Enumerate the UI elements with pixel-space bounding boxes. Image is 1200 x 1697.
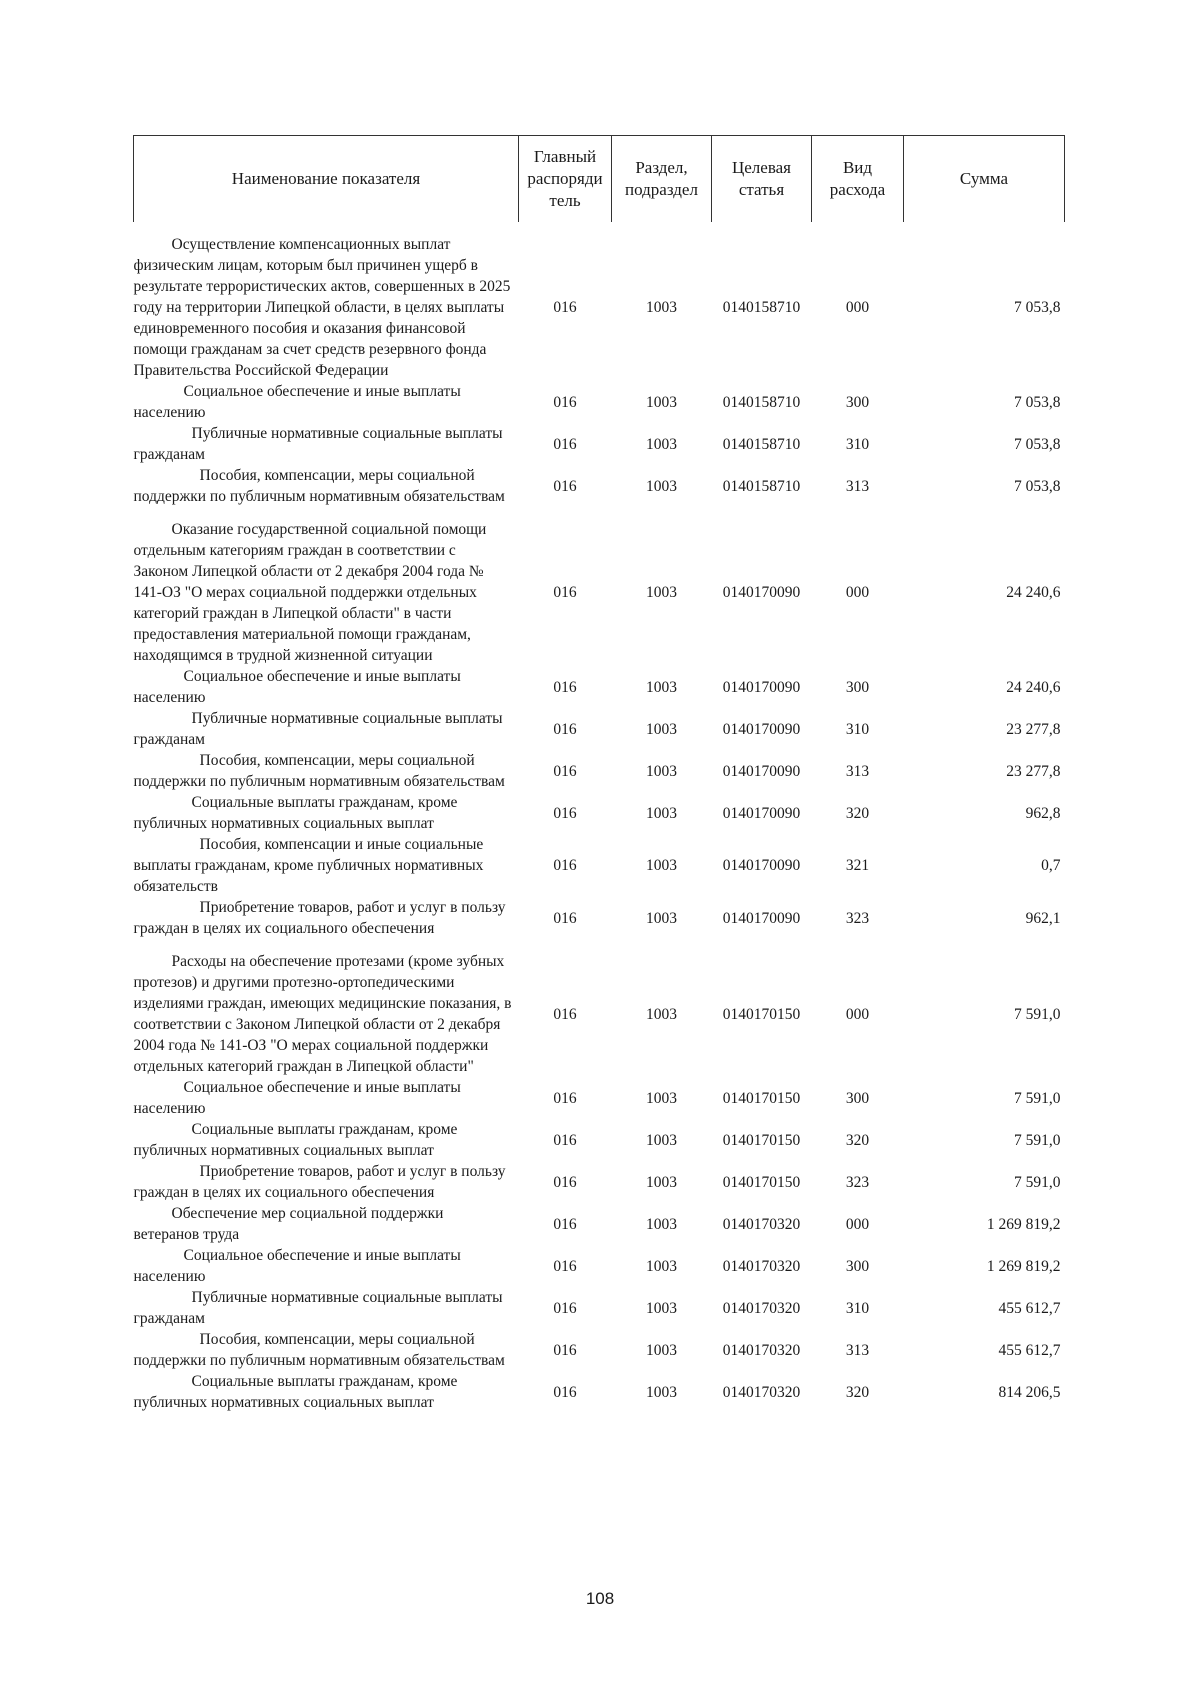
row-name — [134, 666, 519, 708]
row-type: 313 — [845, 1341, 870, 1359]
table-row — [134, 750, 1065, 792]
row-admin: 016 — [553, 678, 577, 696]
row-type: 000 — [845, 584, 870, 601]
row-name-text: Социальное обеспечение и иные выплаты населению — [133, 1079, 461, 1117]
row-admin: 016 — [553, 1173, 577, 1191]
row-section: 1003 — [646, 1173, 677, 1191]
row-admin: 016 — [553, 1257, 577, 1275]
row-target: 0140170320 — [722, 1341, 801, 1359]
header-admin: Главный распоряди тель — [519, 136, 612, 223]
row-name-text: Социальное обеспечение и иные выплаты населению — [133, 668, 461, 706]
header-section: Раздел, подраздел — [612, 136, 712, 223]
table-row — [134, 834, 1065, 897]
table-row — [134, 1119, 1065, 1161]
row-target: 0140170090 — [722, 804, 801, 822]
table-row — [134, 381, 1065, 423]
row-name-text: Социальное обеспечение и иные выплаты населению — [133, 383, 461, 421]
row-sum: 962,8 — [1025, 804, 1061, 822]
row-admin: 016 — [553, 299, 577, 316]
row-type: 320 — [845, 1131, 870, 1149]
row-type: 313 — [845, 762, 870, 780]
row-admin: 016 — [553, 909, 577, 927]
row-type: 300 — [845, 678, 870, 696]
table-row — [134, 465, 1065, 507]
table-row — [134, 1287, 1065, 1329]
table-row — [134, 507, 1065, 666]
row-sum: 1 269 819,2 — [986, 1215, 1061, 1233]
row-name-text: Социальные выплаты гражданам, кроме публичных нормативных социальных выплат — [133, 1121, 458, 1159]
row-type: 313 — [845, 477, 870, 495]
row-section: 1003 — [646, 1299, 677, 1317]
table-row — [134, 1161, 1065, 1203]
row-name — [134, 423, 519, 465]
row-admin: 016 — [553, 1383, 577, 1401]
table-row — [134, 939, 1065, 1077]
header-type: Вид расхода — [812, 136, 904, 223]
row-type: 310 — [845, 1299, 870, 1317]
row-type: 300 — [845, 1257, 870, 1275]
table-row — [134, 1329, 1065, 1371]
row-section: 1003 — [646, 1005, 677, 1023]
row-sum: 455 612,7 — [998, 1341, 1061, 1359]
row-target: 0140170090 — [722, 762, 801, 780]
row-sum: 24 240,6 — [1006, 678, 1061, 696]
row-target: 0140158710 — [722, 393, 801, 411]
table-row — [134, 1371, 1065, 1413]
row-sum: 7 591,0 — [1014, 1089, 1061, 1107]
table-row — [134, 792, 1065, 834]
row-target: 0140170150 — [722, 1089, 801, 1107]
row-sum: 814 206,5 — [998, 1383, 1061, 1401]
row-type: 310 — [845, 435, 870, 453]
row-name — [134, 750, 519, 792]
row-name — [134, 792, 519, 834]
row-name-text: Приобретение товаров, работ и услуг в пользу граждан в целях их социального обеспечения — [133, 1163, 506, 1201]
row-target: 0140170090 — [722, 678, 801, 696]
row-name — [134, 507, 519, 666]
row-target: 0140158710 — [722, 299, 801, 316]
row-admin: 016 — [553, 477, 577, 495]
row-sum: 7 053,8 — [1014, 299, 1061, 316]
table-row — [134, 1203, 1065, 1245]
row-type: 310 — [845, 720, 870, 738]
row-target: 0140170320 — [722, 1215, 801, 1233]
table-row — [134, 666, 1065, 708]
row-name — [134, 897, 519, 939]
table-row — [134, 222, 1065, 381]
row-name — [134, 1245, 519, 1287]
page-number: 108 — [585, 1589, 615, 1608]
row-target: 0140170320 — [722, 1299, 801, 1317]
row-type: 320 — [845, 804, 870, 822]
row-name — [134, 939, 519, 1077]
row-admin: 016 — [553, 1131, 577, 1149]
row-section: 1003 — [646, 1131, 677, 1149]
row-type: 323 — [845, 909, 870, 927]
row-target: 0140170090 — [722, 720, 801, 738]
row-section: 1003 — [646, 804, 677, 822]
row-name — [134, 1161, 519, 1203]
row-target: 0140170320 — [722, 1257, 801, 1275]
row-name — [134, 1329, 519, 1371]
row-name-text: Публичные нормативные социальные выплаты гражданам — [133, 1289, 503, 1327]
row-target: 0140170150 — [722, 1005, 801, 1023]
row-name — [134, 834, 519, 897]
row-admin: 016 — [553, 435, 577, 453]
row-sum: 7 053,8 — [1014, 477, 1061, 495]
row-target: 0140170090 — [722, 857, 801, 874]
row-section: 1003 — [646, 720, 677, 738]
table-header — [134, 136, 1065, 223]
row-admin: 016 — [553, 804, 577, 822]
header-target: Целевая статья — [712, 136, 812, 223]
header-name: Наименование показателя — [134, 136, 519, 223]
row-sum: 7 053,8 — [1014, 435, 1061, 453]
row-target: 0140158710 — [722, 435, 801, 453]
row-sum: 1 269 819,2 — [986, 1257, 1061, 1275]
table-row — [134, 897, 1065, 939]
header-sum: Сумма — [904, 136, 1065, 223]
row-sum: 7 591,0 — [1014, 1173, 1061, 1191]
row-sum: 0,7 — [1041, 857, 1061, 874]
row-admin: 016 — [553, 1341, 577, 1359]
row-admin: 016 — [553, 762, 577, 780]
row-section: 1003 — [646, 678, 677, 696]
row-type: 321 — [845, 857, 870, 874]
row-name-text: Пособия, компенсации, меры социальной поддержки по публичным нормативным обязательствам — [133, 752, 505, 790]
table-body — [134, 222, 1065, 1413]
row-admin: 016 — [553, 720, 577, 738]
row-type: 323 — [845, 1173, 870, 1191]
row-name-text: Социальное обеспечение и иные выплаты населению — [133, 1247, 461, 1285]
row-name — [134, 1371, 519, 1413]
row-section: 1003 — [646, 762, 677, 780]
row-admin: 016 — [553, 1005, 577, 1023]
row-name — [134, 1203, 519, 1245]
row-sum: 23 277,8 — [1006, 720, 1061, 738]
row-type: 320 — [845, 1383, 870, 1401]
row-section: 1003 — [646, 393, 677, 411]
row-sum: 455 612,7 — [998, 1299, 1061, 1317]
row-admin: 016 — [553, 1299, 577, 1317]
row-section: 1003 — [646, 1257, 677, 1275]
row-name-text: Оказание государственной социальной помощи отдельным категориям граждан в соответствии с Законом Липецкой области от 2 декабря 2004 года № 141-ОЗ "О мерах социальной поддержки отдельных категорий граждан в Липецкой области" в части предоставления материальной помощи гражданам, находящимся в трудной жизненной ситуации — [133, 521, 487, 664]
row-target: 0140170090 — [722, 909, 801, 927]
row-name-text: Обеспечение мер социальной поддержки ветеранов труда — [133, 1205, 444, 1243]
row-name-text: Публичные нормативные социальные выплаты гражданам — [133, 425, 503, 463]
row-target: 0140170150 — [722, 1131, 801, 1149]
row-section: 1003 — [646, 435, 677, 453]
row-section: 1003 — [646, 584, 677, 601]
row-sum: 23 277,8 — [1006, 762, 1061, 780]
table-row — [134, 1077, 1065, 1119]
table-row — [134, 423, 1065, 465]
row-admin: 016 — [553, 1215, 577, 1233]
row-name-text: Социальные выплаты гражданам, кроме публичных нормативных социальных выплат — [133, 794, 458, 832]
row-name — [134, 1077, 519, 1119]
row-type: 000 — [845, 1005, 870, 1023]
row-type: 000 — [845, 1215, 870, 1233]
row-name — [134, 1287, 519, 1329]
row-section: 1003 — [646, 1215, 677, 1233]
row-name — [134, 465, 519, 507]
table-row — [134, 1245, 1065, 1287]
row-name — [134, 381, 519, 423]
budget-table — [133, 135, 1065, 1413]
row-sum: 7 053,8 — [1014, 393, 1061, 411]
row-section: 1003 — [646, 477, 677, 495]
row-sum: 7 591,0 — [1014, 1131, 1061, 1149]
row-admin: 016 — [553, 584, 577, 601]
row-section: 1003 — [646, 1341, 677, 1359]
row-section: 1003 — [646, 1089, 677, 1107]
row-admin: 016 — [553, 857, 577, 874]
row-admin: 016 — [553, 393, 577, 411]
row-name-text: Приобретение товаров, работ и услуг в пользу граждан в целях их социального обеспечения — [133, 899, 506, 937]
row-target: 0140158710 — [722, 477, 801, 495]
row-section: 1003 — [646, 1383, 677, 1401]
row-type: 300 — [845, 1089, 870, 1107]
row-section: 1003 — [646, 909, 677, 927]
row-name-text: Социальные выплаты гражданам, кроме публичных нормативных социальных выплат — [133, 1373, 458, 1411]
row-target: 0140170150 — [722, 1173, 801, 1191]
table-row — [134, 708, 1065, 750]
row-type: 000 — [845, 299, 870, 316]
row-name-text: Осуществление компенсационных выплат физическим лицам, которым был причинен ущерб в результате террористических актов, совершенных в 2025 году на территории Липецкой области, в целях выплаты единовременного пособия и оказания финансовой помощи гражданам за счет средств резервного фонда Правительства Российской Федерации — [133, 236, 511, 379]
row-sum: 962,1 — [1025, 909, 1061, 927]
row-target: 0140170090 — [722, 584, 801, 601]
row-name-text: Расходы на обеспечение протезами (кроме зубных протезов) и другими протезно-ортопедическими изделиями граждан, имеющих медицинские показания, в соответствии с Законом Липецкой области от 2 декабря 2004 года № 141-ОЗ "О мерах социальной поддержки отдельных категорий граждан в Липецкой области" — [133, 953, 512, 1075]
row-name-text: Публичные нормативные социальные выплаты гражданам — [133, 710, 503, 748]
row-admin: 016 — [553, 1089, 577, 1107]
row-type: 300 — [845, 393, 870, 411]
row-target: 0140170320 — [722, 1383, 801, 1401]
row-name — [134, 222, 519, 381]
row-section: 1003 — [646, 857, 677, 874]
row-sum: 7 591,0 — [1014, 1005, 1061, 1023]
row-name-text: Пособия, компенсации, меры социальной поддержки по публичным нормативным обязательствам — [133, 467, 505, 505]
row-section: 1003 — [646, 299, 677, 316]
row-sum: 24 240,6 — [1006, 584, 1061, 601]
row-name-text: Пособия, компенсации, меры социальной поддержки по публичным нормативным обязательствам — [133, 1331, 505, 1369]
row-name — [134, 1119, 519, 1161]
row-name-text: Пособия, компенсации и иные социальные выплаты гражданам, кроме публичных нормативных обязательств — [133, 836, 484, 895]
row-name — [134, 708, 519, 750]
